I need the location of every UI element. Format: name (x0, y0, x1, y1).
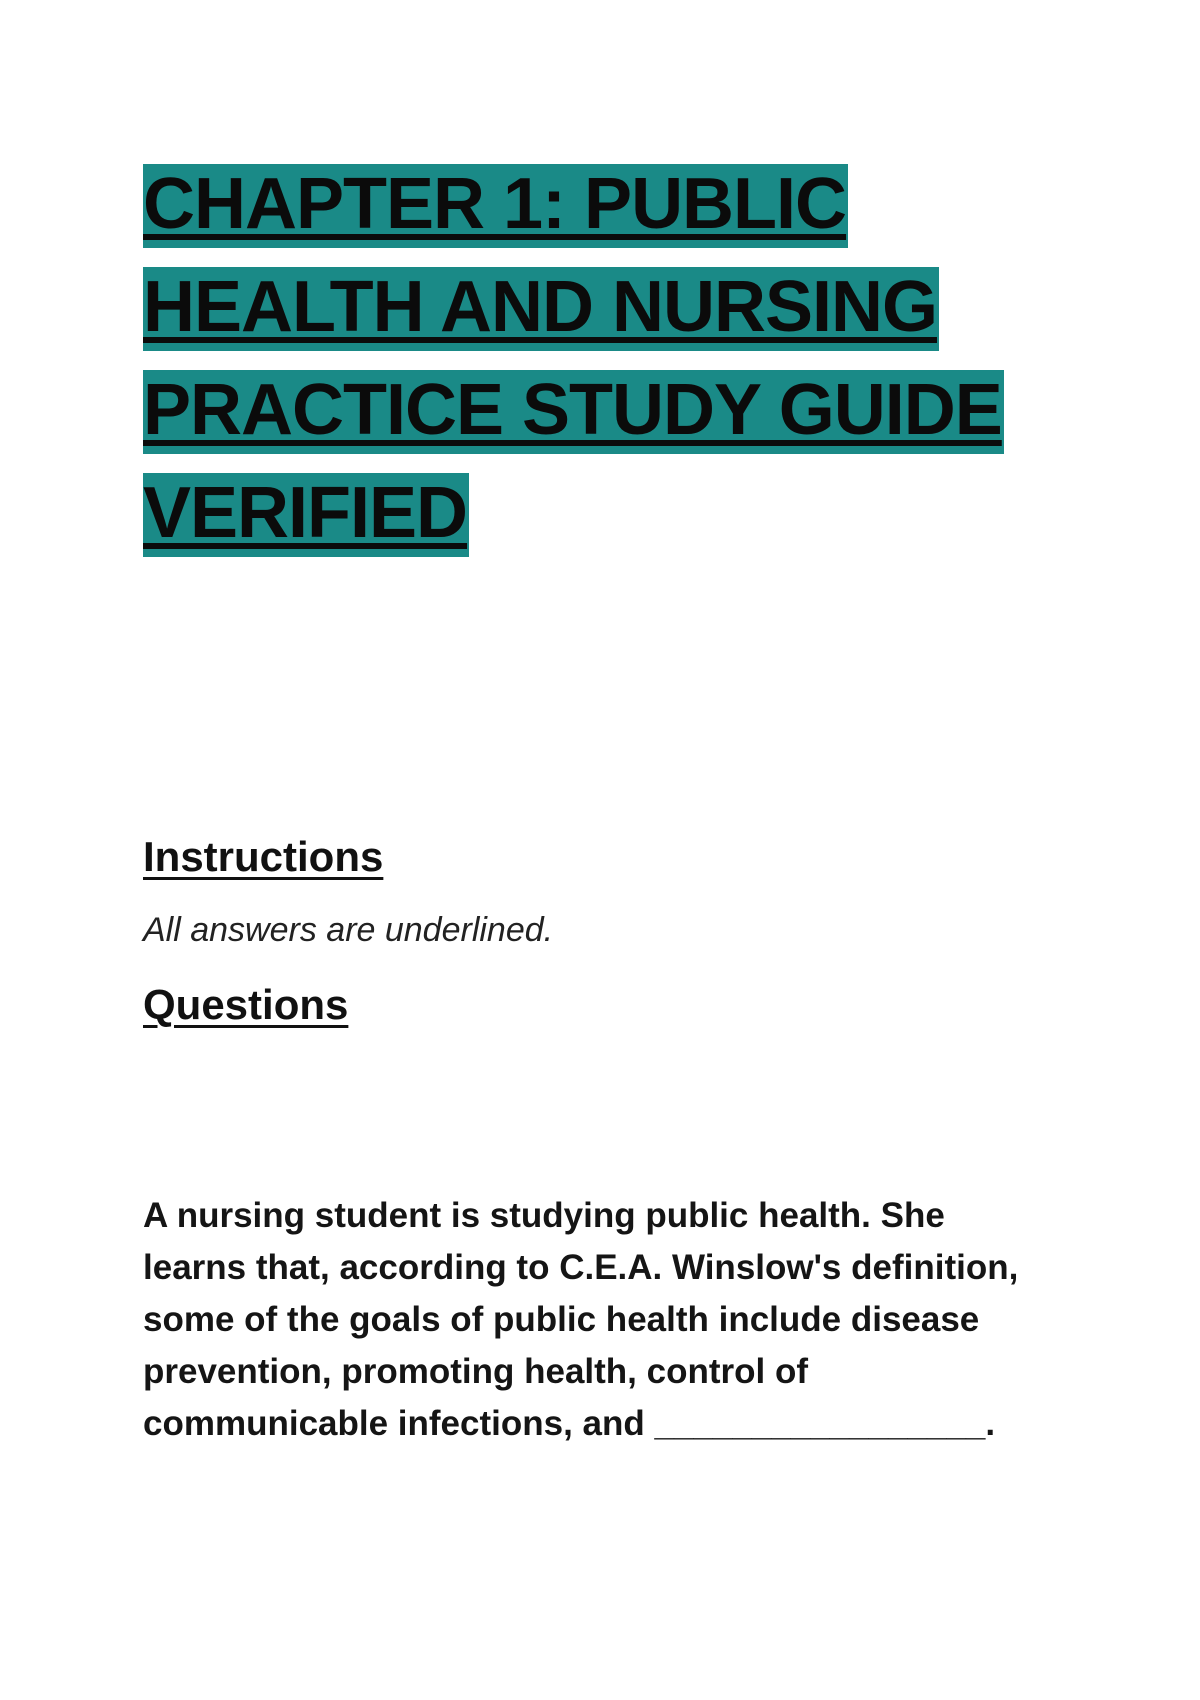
question-text: A nursing student is studying public health. She learns that, according to C.E.A. Winslow's definition, some of the goals of public health include disease prevention, promoting health, control of communicable infections, and _________________. (143, 1196, 1019, 1443)
instructions-text: All answers are underlined. (143, 911, 554, 949)
title-highlight: CHAPTER 1: PUBLIC HEALTH AND NURSING PRACTICE STUDY GUIDE VERIFIED (143, 164, 1004, 557)
document-title (143, 153, 1043, 565)
instructions-heading: Instructions (143, 833, 384, 880)
questions-heading: Questions (143, 981, 349, 1028)
